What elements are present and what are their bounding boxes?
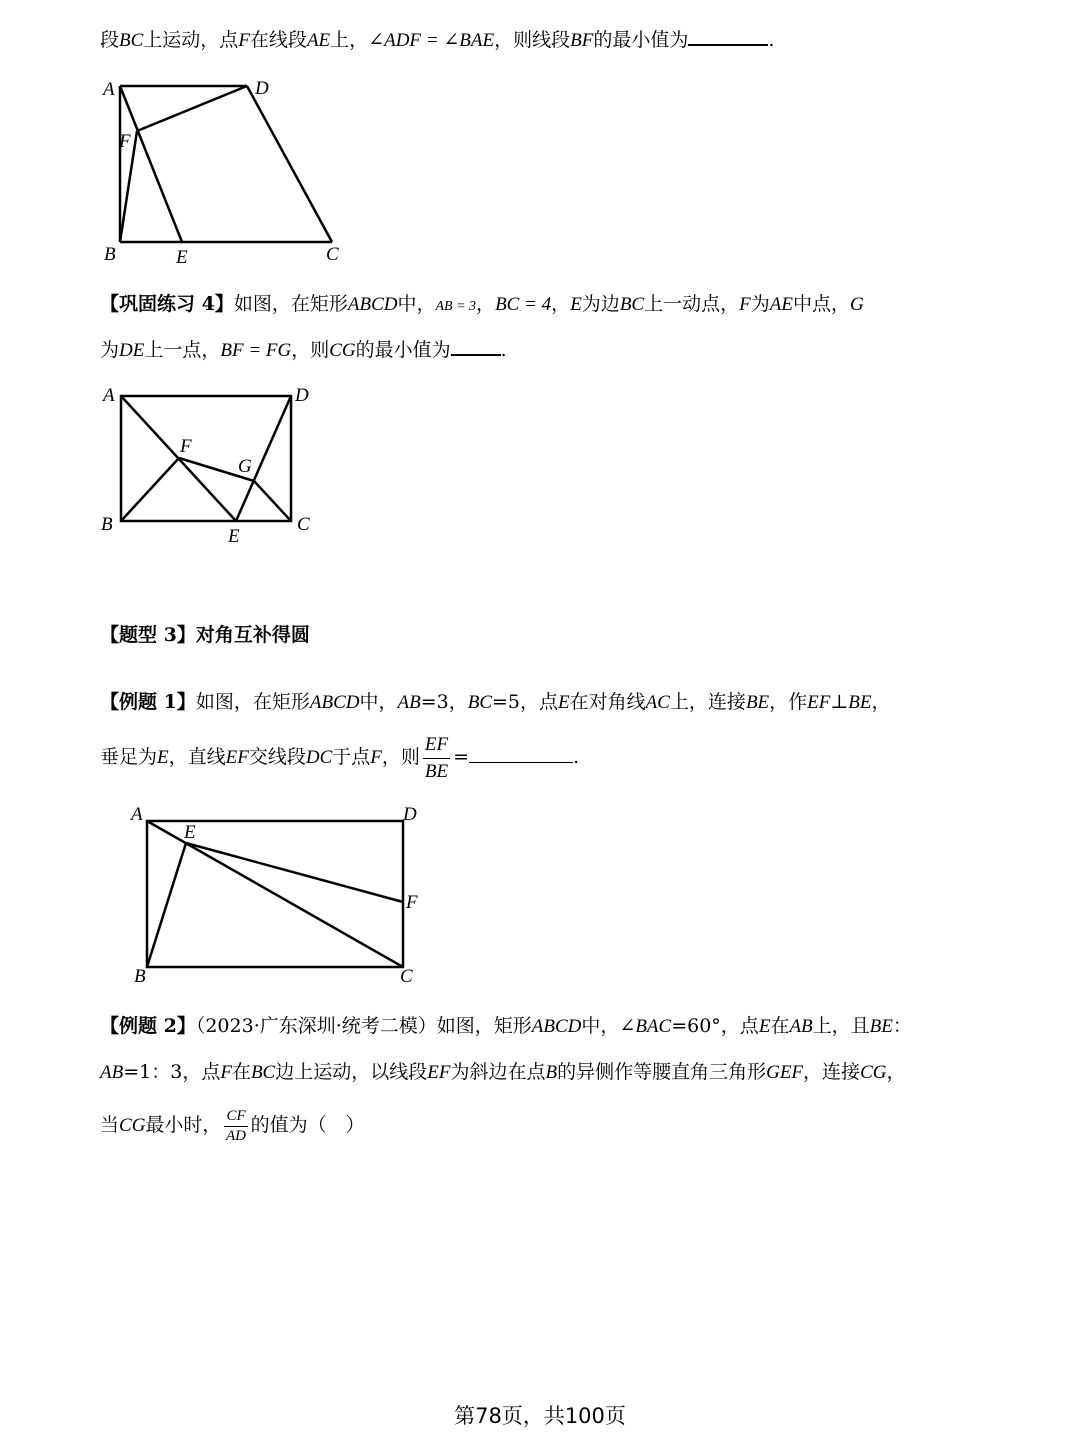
label-C: C	[326, 244, 339, 265]
label-G: G	[238, 456, 252, 477]
label-D: D	[403, 804, 417, 825]
problem-text-line: 【例题 1】如图，在矩形ABCD中，AB=3，BC=5，点E在对角线AC上，连接BE，作EF⊥BE，	[100, 691, 891, 713]
problem-text-line: 为DE上一点，BF = FG，则CG的最小值为 .	[100, 336, 507, 365]
section-heading: 【题型 3】对角互补得圆	[100, 624, 310, 646]
page-number-footer: 第78页，共100页	[454, 1404, 626, 1428]
label-C: C	[400, 966, 413, 987]
fraction-ef-over-be: $\frac{EF}{BE}$	[424, 733, 449, 782]
problem-text-line: 【例题 2】（2023·广东深圳·统考二模）如图，矩形ABCD中，∠BAC=60°，点E在AB上，且BE：	[100, 1015, 912, 1037]
problem-text-line: 当CG最小时， $\frac{CF}{AD}$ 的值为（ ）	[100, 1107, 365, 1144]
fraction-cf-over-ad: $\frac{CF}{AD}$	[226, 1107, 247, 1144]
label-F: F	[406, 892, 418, 913]
label-A: A	[131, 804, 143, 825]
label-A: A	[103, 79, 115, 100]
label-F: F	[180, 436, 192, 457]
label-C: C	[297, 514, 310, 535]
label-A: A	[103, 385, 115, 406]
label-F: F	[119, 131, 131, 152]
problem-text-line: 【巩固练习 4】如图，在矩形ABCD中，AB = 3，BC = 4，E为边BC上一动点，F为AE中点，G	[100, 293, 864, 315]
problem-text-line: 段BC上运动，点F在线段AE上，∠ADF = ∠BAE，则线段BF的最小值为 .	[100, 26, 774, 55]
label-B: B	[104, 244, 116, 265]
problem-text-line: 垂足为E，直线EF交线段DC于点F，则 $\frac{EF}{BE}$ = .	[100, 728, 579, 787]
label-E: E	[228, 526, 240, 547]
label-B: B	[101, 514, 113, 535]
label-D: D	[255, 78, 269, 99]
problem-text-line: AB=1：3，点F在BC边上运动，以线段EF为斜边在点B的异侧作等腰直角三角形GEF，连接CG，	[100, 1061, 906, 1083]
label-E: E	[176, 247, 188, 268]
label-E: E	[184, 822, 196, 843]
label-B: B	[134, 966, 146, 987]
label-D: D	[295, 385, 309, 406]
